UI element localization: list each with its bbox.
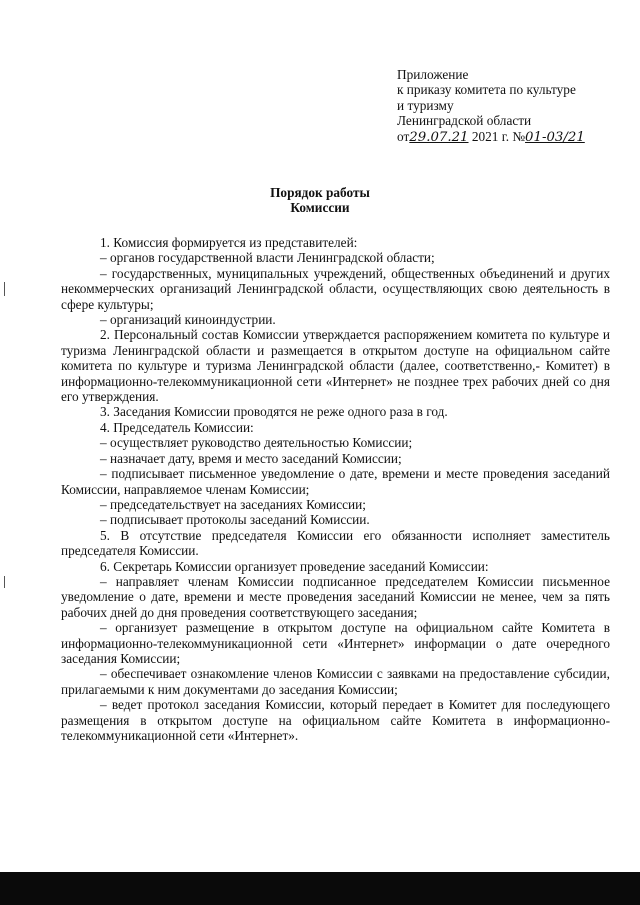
- paragraph-6: 3. Заседания Комиссии проводятся не реже одного раза в год.: [100, 404, 448, 420]
- order-date-line: [397, 129, 622, 145]
- handwritten-number: 01-03/21: [525, 129, 585, 145]
- scan-margin-mark-bottom: [4, 576, 5, 588]
- paragraph-5: 2. Персональный состав Комиссии утверждается распоряжением комитета по культуре и туризма Ленинградской области и размещается в открытом доступе на официальном сайте комитета по культуре и туризма Ленинградской области (далее, соответственно,- Комитет) в информационно-телекоммуникационной сети «Интернет» не позднее трех рабочих дней со дня его утверждения.: [61, 327, 610, 405]
- paragraph-2: – органов государственной власти Ленинградской области;: [100, 250, 435, 266]
- paragraph-17: – обеспечивает ознакомление членов Комиссии с заявками на предоставление субсидии, прилагаемыми к ним документами до заседания Комиссии;: [61, 666, 610, 697]
- paragraph-10: – подписывает письменное уведомление о дате, времени и месте проведения заседаний Комиссии, направляемое членам Комиссии;: [61, 466, 610, 497]
- paragraph-7: 4. Председатель Комиссии:: [100, 419, 254, 435]
- appendix-label: Приложение: [397, 67, 469, 82]
- paragraph-9: – назначает дату, время и место заседаний Комиссии;: [100, 450, 402, 466]
- order-reference-line-3: Ленинградской области: [397, 113, 532, 129]
- order-reference-line-2: и туризму: [397, 97, 454, 113]
- appendix-header: [397, 67, 622, 145]
- scan-bottom-edge: [0, 872, 640, 905]
- paragraph-14: 6. Секретарь Комиссии организует проведение заседаний Комиссии:: [100, 558, 489, 574]
- paragraph-8: – осуществляет руководство деятельностью Комиссии;: [100, 435, 413, 451]
- date-year: 2021 г. №: [468, 128, 526, 144]
- date-prefix: от: [397, 128, 410, 144]
- paragraph-1: 1. Комиссия формируется из представителей:: [100, 235, 358, 250]
- scan-margin-mark-top: [4, 282, 5, 296]
- paragraph-4: – организаций киноиндустрии.: [100, 312, 276, 328]
- paragraph-16: – организует размещение в открытом доступе на официальном сайте Комитета в информационно-телекоммуникационной сети «Интернет» информации о дате очередного заседания Комиссии;: [61, 620, 610, 666]
- handwritten-date: 29.07.21: [409, 129, 469, 145]
- title-line-2: Комиссии: [290, 200, 350, 216]
- paragraph-13: 5. В отсутствие председателя Комиссии его обязанности исполняет заместитель председателя Комиссии.: [61, 527, 610, 559]
- paragraph-12: – подписывает протоколы заседаний Комиссии.: [100, 512, 370, 528]
- paragraph-18: – ведет протокол заседания Комиссии, который передает в Комитет для последующего размещения в открытом доступе на официальном сайте Комитета в информационно-телекоммуникационной сети «Интернет».: [61, 697, 610, 743]
- order-reference-line-1: к приказу комитета по культуре: [397, 82, 576, 98]
- paragraph-3: – государственных, муниципальных учреждений, общественных объединений и других некоммерческих организаций Ленинградской области, осуществляющих свою деятельность в сфере культуры;: [61, 265, 610, 312]
- document-title: [0, 185, 640, 216]
- document-body: [61, 235, 610, 743]
- paragraph-15: – направляет членам Комиссии подписанное председателем Комиссии письменное уведомление о дате, времени и месте проведения заседаний Комиссии не менее, чем за пять рабочих дней до дня проведения соответствующего заседания;: [61, 573, 610, 620]
- paragraph-11: – председательствует на заседаниях Комиссии;: [100, 496, 366, 512]
- title-line-1: Порядок работы: [270, 185, 370, 200]
